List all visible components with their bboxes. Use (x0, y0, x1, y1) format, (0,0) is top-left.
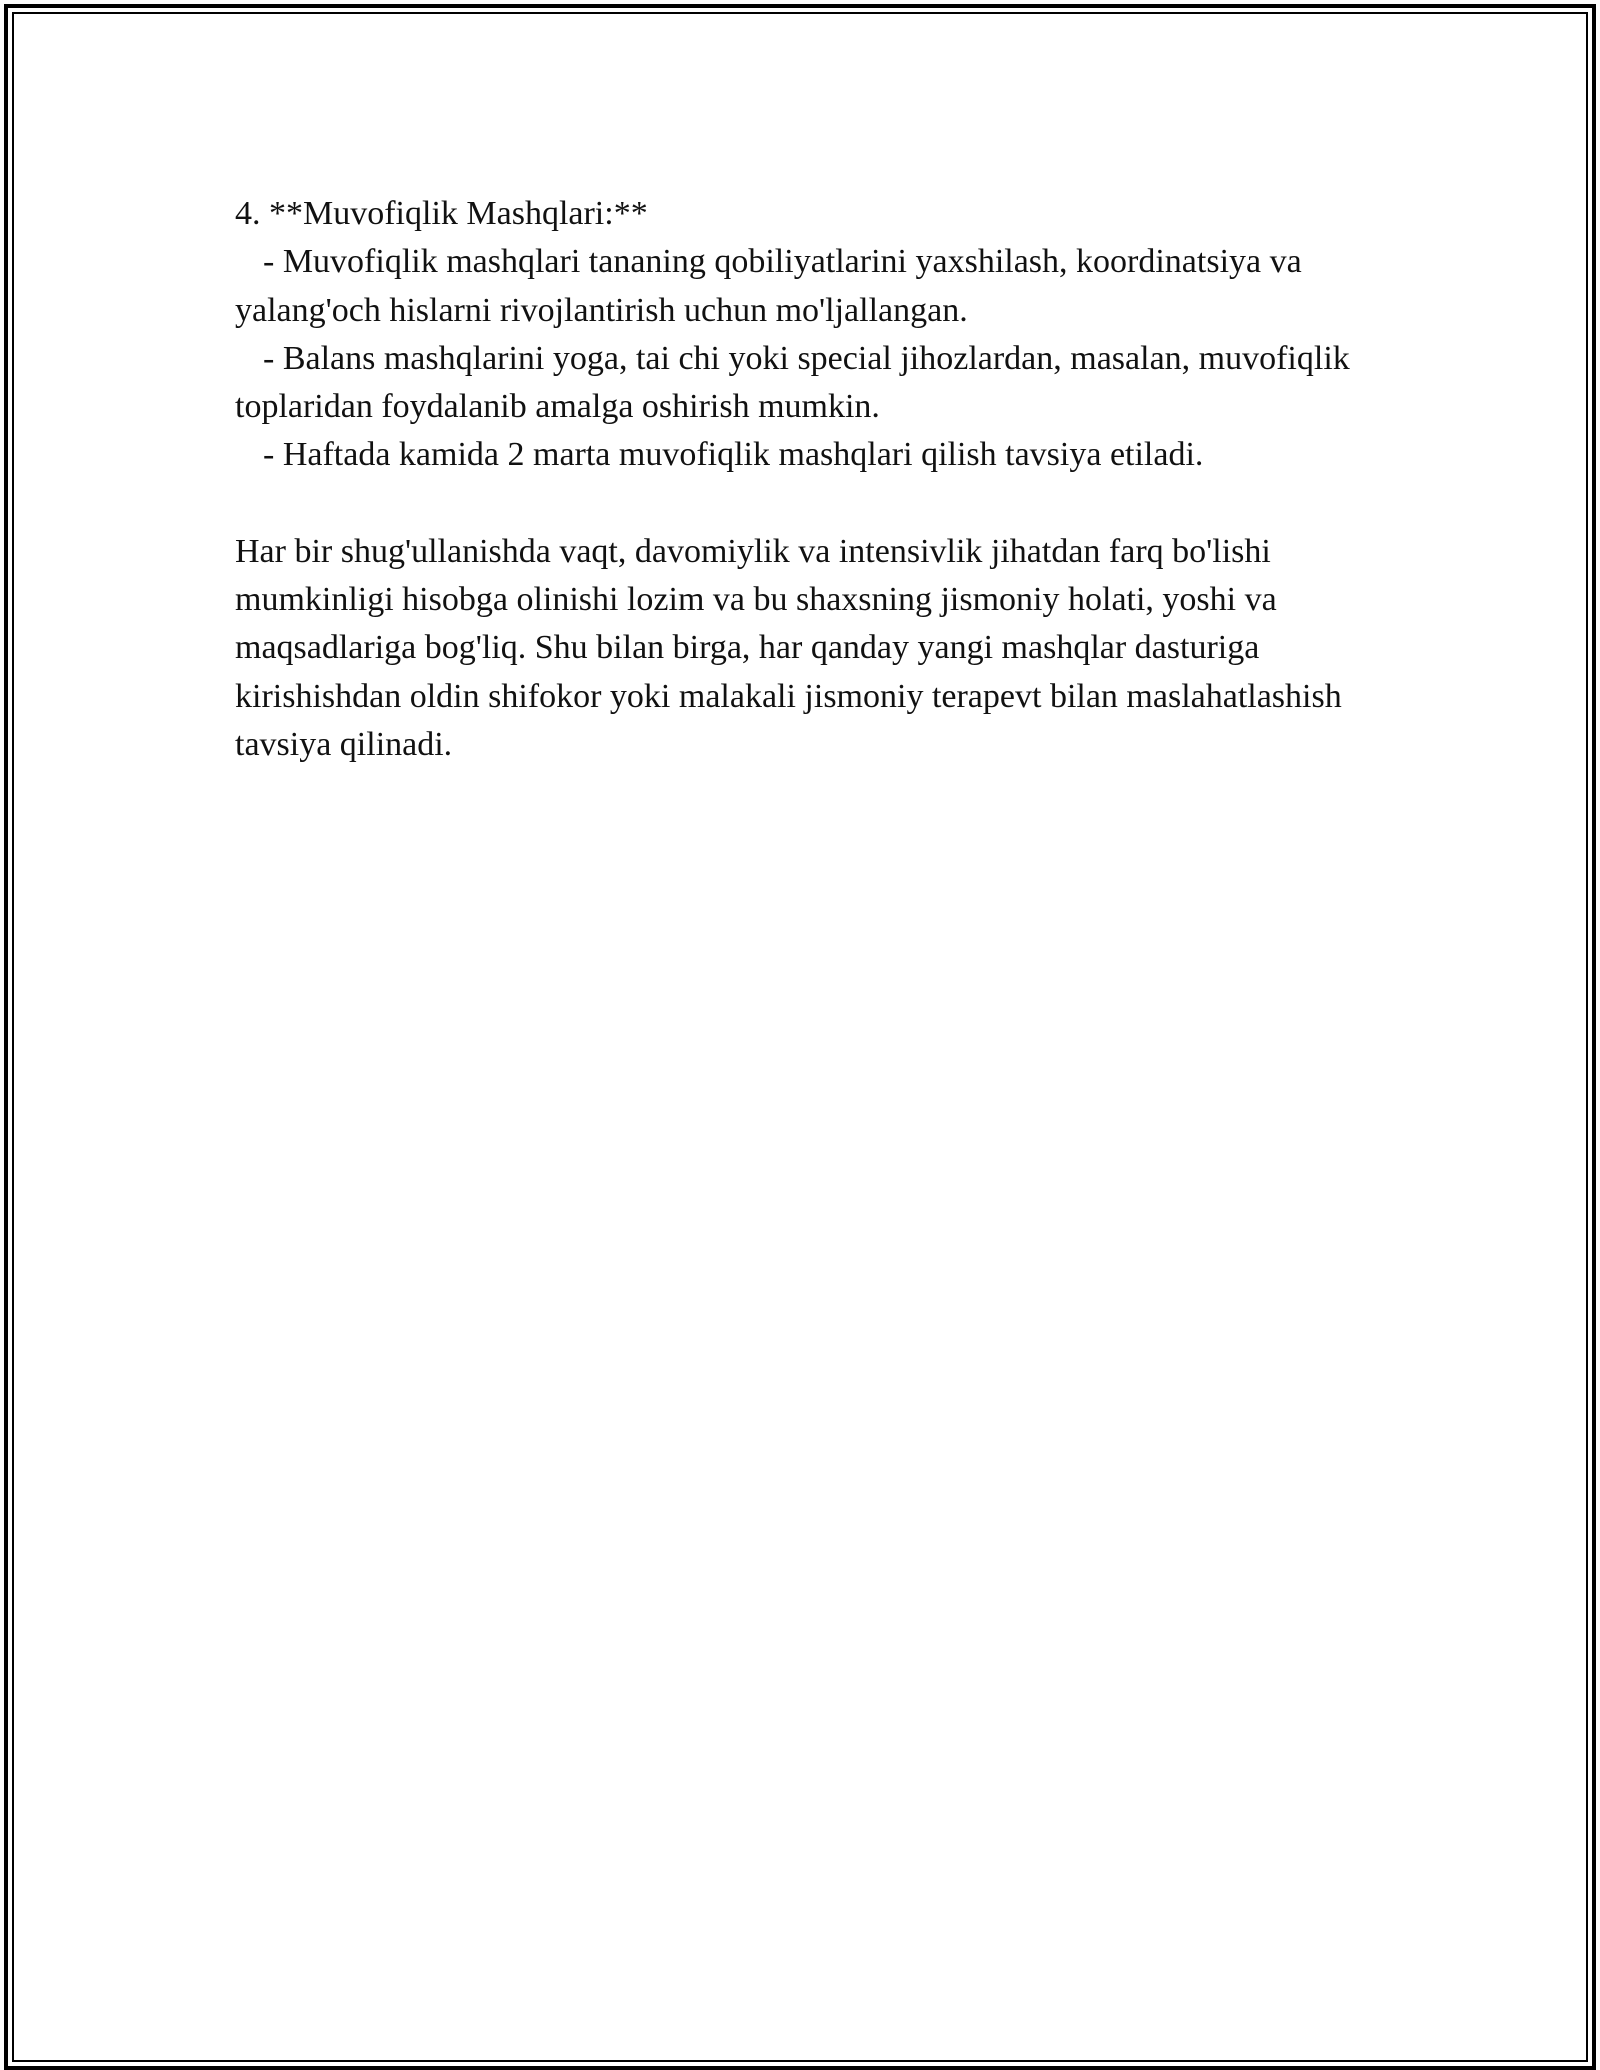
list-item: - Balans mashqlarini yoga, tai chi yoki special jihozlardan, masalan, muvofiqlik toplaridan foydalanib amalga oshirish mumkin. (235, 339, 1350, 426)
paragraph-spacer (235, 480, 1365, 528)
document-body (235, 190, 1365, 769)
list-item: - Haftada kamida 2 marta muvofiqlik mashqlari qilish tavsiya etiladi. (263, 436, 1204, 474)
closing-paragraph: Har bir shug'ullanishda vaqt, davomiylik va intensivlik jihatdan farq bo'lishi mumkinligi hisobga olinishi lozim va bu shaxsning jismoniy holati, yoshi va maqsadlariga bog'liq. Shu bilan birga, har qanday yangi mashqlar dasturiga kirishishdan oldin shifokor yoki malakali jismoniy terapevt bilan maslahatlashish tavsiya qilinadi. (235, 532, 1342, 763)
list-item: - Muvofiqlik mashqlari tananing qobiliyatlarini yaxshilash, koordinatsiya va yalang'och hislarni rivojlantirish uchun mo'ljallangan. (235, 243, 1302, 329)
section-heading: 4. **Muvofiqlik Mashqlari:** (235, 195, 648, 232)
